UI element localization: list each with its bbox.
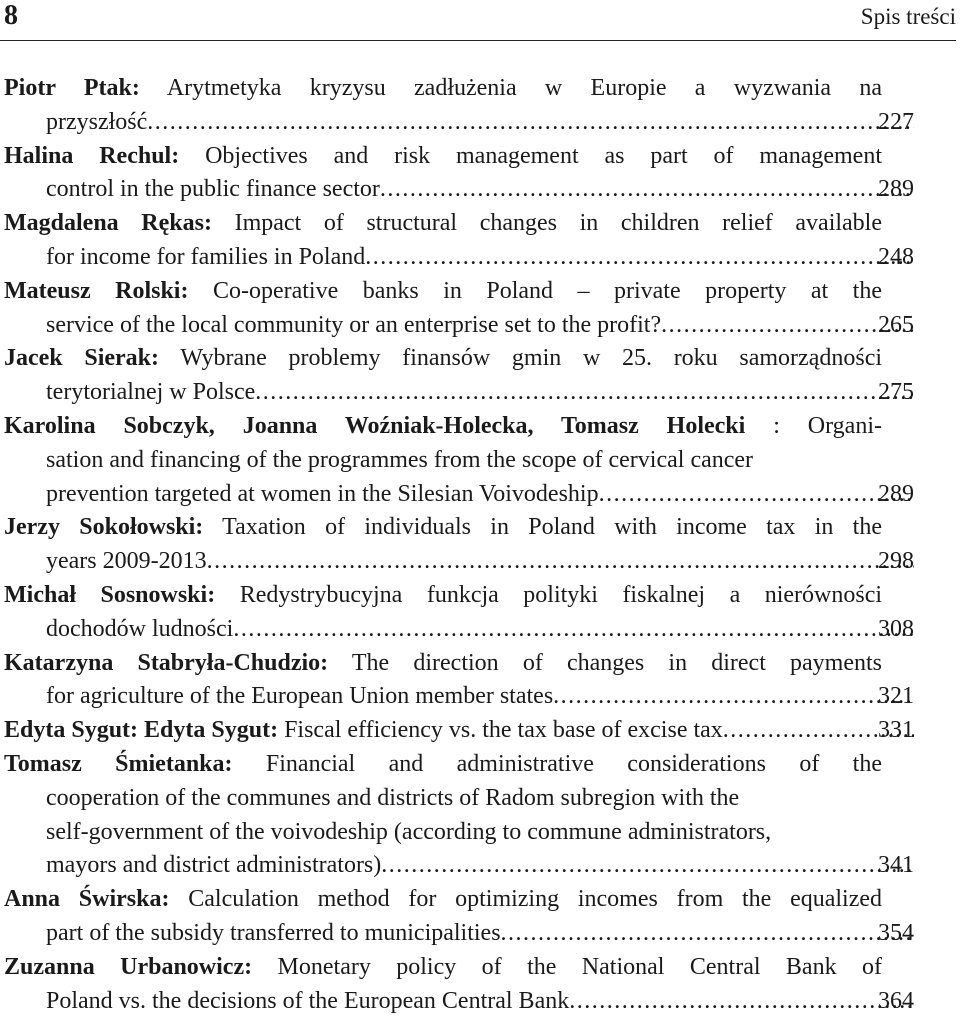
- toc-title-text: terytorialnej w Polsce: [46, 379, 256, 406]
- toc-entry-text: [46, 309, 661, 343]
- toc-entry-text: [46, 376, 255, 410]
- toc-entry: [4, 410, 956, 511]
- toc-entry-text: [46, 241, 365, 275]
- toc-page-number: 341: [878, 852, 914, 879]
- toc-entry: [4, 511, 956, 579]
- toc-entry-text: [46, 613, 233, 647]
- toc-title-text: Financial and administrative considerations of the: [265, 750, 883, 777]
- toc-title-text: self-government of the voivodeship (according to commune administrators,: [46, 818, 772, 845]
- toc-entry-line: [4, 241, 914, 275]
- toc-entry-line: [4, 207, 956, 241]
- toc-entry-text: [46, 106, 147, 140]
- toc-entry-text: [46, 478, 599, 512]
- toc-entry-text: [46, 917, 501, 951]
- toc-author: Michał Sosnowski:: [4, 581, 216, 608]
- toc-author: Edyta Sygut:: [4, 717, 139, 744]
- toc-author: Magdalena Rękas:: [4, 210, 212, 237]
- dot-leader: [147, 106, 914, 140]
- toc-entry: [4, 72, 956, 140]
- toc-entry-text: [46, 849, 381, 883]
- toc-page-number: 275: [878, 379, 914, 406]
- page-header: [0, 0, 956, 41]
- toc-entry: [4, 951, 956, 1018]
- toc-author: Karolina Sobczyk, Joanna Woźniak-Holecka, Tomasz Holecki: [4, 412, 746, 439]
- toc-entry-text: [46, 680, 553, 714]
- toc-author: Anna Świrska:: [4, 886, 170, 913]
- toc-title-text: Co-operative banks in Poland – private property at the: [212, 277, 882, 304]
- toc-entry-line: [4, 106, 914, 140]
- toc-entry-text: [4, 647, 882, 681]
- toc-title-text: Redystrybucyjna funkcja polityki fiskalnej a nierówności: [239, 581, 883, 608]
- running-title: Spis treści: [860, 4, 956, 29]
- toc-entry-text: [46, 819, 771, 845]
- toc-title-text: years 2009-2013: [46, 548, 207, 575]
- toc-title-text: service of the local community or an enterprise set to the profit?: [46, 311, 662, 338]
- toc-entry-text: [46, 985, 569, 1018]
- toc-page-number: 298: [878, 548, 914, 575]
- toc-title-text: Monetary policy of the National Central Bank of: [277, 953, 882, 980]
- toc-entry: [4, 275, 956, 343]
- toc-page-number: 364: [878, 987, 914, 1014]
- toc-title-text: cooperation of the communes and districts of Radom subregion with the: [46, 784, 740, 811]
- toc-entry-text: [4, 883, 882, 917]
- toc-entry-text: [4, 140, 882, 174]
- toc-entry-line: [4, 478, 914, 512]
- toc-entry-line: [4, 376, 914, 410]
- toc-title-text: Poland vs. the decisions of the European Central Bank: [46, 987, 570, 1014]
- toc-entry: [4, 647, 956, 715]
- toc-page-number: 308: [878, 615, 914, 642]
- toc-entry-text: [46, 785, 739, 811]
- toc-title-text: : Organi-: [773, 412, 882, 439]
- toc-entry-text: [4, 951, 882, 985]
- toc-entry-text: [4, 714, 723, 748]
- toc-title-text: The direction of changes in direct payments: [351, 649, 882, 676]
- toc-entry: [4, 714, 956, 748]
- toc-title-text: control in the public finance sector: [46, 176, 380, 203]
- toc-entry: [4, 748, 956, 883]
- toc-author: Jacek Sierak:: [4, 345, 160, 372]
- toc-entry-line: [4, 680, 914, 714]
- toc-entry-line: [4, 883, 956, 917]
- dot-leader: [501, 917, 914, 951]
- toc-entry-line: [4, 782, 956, 816]
- toc-title-text: Fiscal efficiency vs. the tax base of excise tax: [284, 717, 723, 744]
- toc-entry: [4, 207, 956, 275]
- toc-title-text: dochodów ludności: [46, 615, 234, 642]
- table-of-contents: [4, 72, 956, 1018]
- toc-entry: [4, 883, 956, 951]
- toc-entry-line: [4, 579, 956, 613]
- toc-page-number: 354: [878, 919, 914, 946]
- toc-author: Katarzyna Stabryła-Chudzio:: [4, 649, 329, 676]
- toc-entry-text: [46, 173, 380, 207]
- toc-entry: [4, 342, 956, 410]
- dot-leader: [381, 849, 914, 883]
- toc-page-number: 265: [878, 311, 914, 338]
- toc-author: Halina Rechul:: [4, 142, 180, 169]
- toc-author: Jerzy Sokołowski:: [4, 514, 204, 541]
- toc-entry-line: [4, 849, 914, 883]
- toc-page-number: 289: [878, 176, 914, 203]
- toc-entry-line: [4, 545, 914, 579]
- toc-entry: [4, 579, 956, 647]
- toc-entry-text: [4, 275, 882, 309]
- toc-entry-text: [4, 207, 882, 241]
- toc-entry-line: [4, 613, 914, 647]
- toc-entry-line: [4, 140, 956, 174]
- toc-entry-line: [4, 72, 956, 106]
- toc-entry-line: [4, 410, 956, 444]
- dot-leader: [207, 545, 914, 579]
- toc-entry-line: [4, 748, 956, 782]
- toc-author: Edyta Sygut:: [144, 717, 279, 744]
- toc-page-number: 227: [878, 108, 914, 135]
- toc-title-text: mayors and district administrators): [46, 852, 382, 879]
- toc-title-text: for income for families in Poland: [46, 243, 366, 270]
- toc-entry-text: [4, 410, 882, 444]
- toc-title-text: part of the subsidy transferred to municipalities: [46, 919, 501, 946]
- toc-author: Tomasz Śmietanka:: [4, 750, 233, 777]
- toc-title-text: sation and financing of the programmes from the scope of cervical cancer: [46, 446, 754, 473]
- toc-author: Mateusz Rolski:: [4, 277, 189, 304]
- toc-entry-line: [4, 511, 956, 545]
- toc-page-number: 248: [878, 243, 914, 270]
- page-number: 8: [4, 0, 18, 31]
- toc-page-number: 321: [878, 683, 914, 710]
- toc-entry-text: [4, 748, 882, 782]
- toc-entry-line: [4, 985, 914, 1018]
- dot-leader: [365, 241, 914, 275]
- dot-leader: [233, 613, 914, 647]
- toc-entry-text: [4, 342, 882, 376]
- toc-entry-line: [4, 647, 956, 681]
- toc-title-text: Arytmetyka kryzysu zadłużenia w Europie a wyzwania na: [166, 75, 882, 101]
- toc-author: Zuzanna Urbanowicz:: [4, 953, 253, 980]
- toc-title-text: Objectives and risk management as part of management: [205, 142, 883, 169]
- toc-title-text: prevention targeted at women in the Silesian Voivodeship: [46, 480, 599, 507]
- toc-entry: [4, 140, 956, 208]
- toc-entry-line: [4, 309, 914, 343]
- toc-title-text: Taxation of individuals in Poland with income tax in the: [222, 514, 882, 541]
- toc-entry-line: [4, 816, 956, 850]
- toc-entry-text: [4, 511, 882, 545]
- toc-title-text: for agriculture of the European Union member states: [46, 683, 554, 710]
- toc-page-number: 331: [878, 717, 914, 744]
- toc-entry-line: [4, 444, 956, 478]
- toc-entry-text: [4, 579, 882, 613]
- toc-entry-text: [46, 447, 753, 473]
- toc-entry-text: [46, 545, 207, 579]
- toc-entry-line: [4, 342, 956, 376]
- toc-entry-line: [4, 275, 956, 309]
- toc-entry-line: [4, 714, 914, 748]
- toc-page-number: 289: [878, 480, 914, 507]
- toc-author: Piotr Ptak:: [4, 75, 140, 101]
- toc-title-text: Calculation method for optimizing incomes from the equalized: [188, 886, 883, 913]
- toc-title-text: przyszłość: [46, 108, 148, 135]
- toc-entry-line: [4, 173, 914, 207]
- dot-leader: [380, 173, 914, 207]
- toc-entry-line: [4, 917, 914, 951]
- toc-entry-text: [4, 72, 882, 106]
- toc-title-text: Impact of structural changes in children relief available: [234, 210, 882, 237]
- dot-leader: [255, 376, 914, 410]
- toc-title-text: Wybrane problemy finansów gmin w 25. roku samorządności: [180, 345, 883, 372]
- toc-entry-line: [4, 951, 956, 985]
